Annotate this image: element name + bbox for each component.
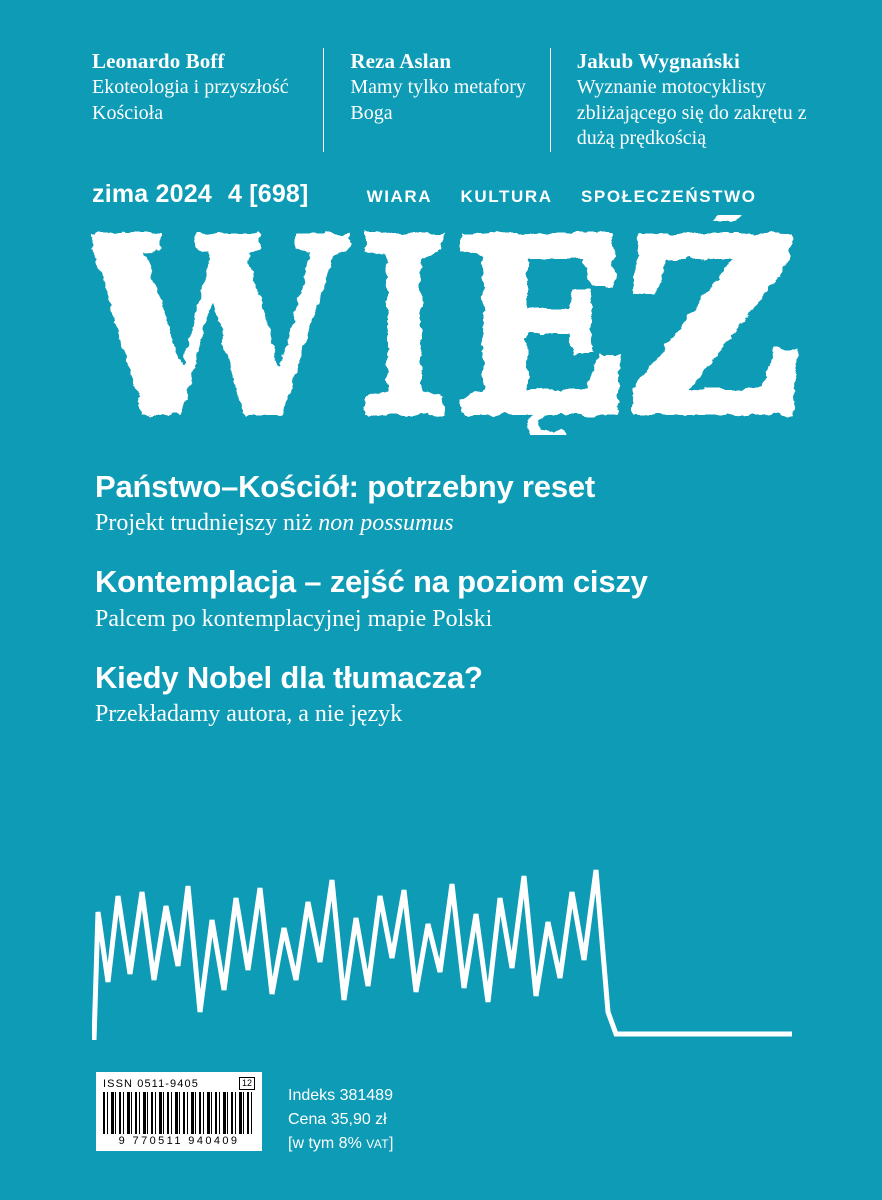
teaser-item [323,48,549,152]
headline-item [95,660,822,729]
ean-number: 9 770511 940409 [118,1135,240,1147]
vat-prefix: [w tym 8% [288,1135,367,1152]
waveform-icon [92,862,792,1052]
subhead-prefix: Projekt trudniejszy niż [95,510,319,537]
issue-tag: SPOŁECZEŃSTWO [580,186,757,206]
headline-item [95,469,822,538]
headline-list [0,435,882,729]
headline-subtitle: Przekładamy autora, a nie język [95,701,403,728]
issue-line [0,152,882,209]
vat-text [288,1132,393,1156]
issue-tag: KULTURA [460,186,553,206]
headline-title: Państwo–Kościół: potrzebny reset [95,468,596,504]
teaser-band [0,0,882,152]
barcode-addon: 12 [239,1077,255,1090]
teaser-title: Mamy tylko metafory Boga [350,76,526,124]
barcode [96,1072,262,1151]
barcode-bars [103,1092,255,1134]
waveform-graphic [92,862,792,1052]
headline-subtitle: Palcem po kontemplacyjnej mapie Polski [95,605,493,632]
teaser-author: Jakub Wygnański [576,49,740,73]
subhead-italic: non possumus [318,510,454,537]
masthead-logo-icon [80,215,826,435]
vat-label: VAT [366,1137,389,1151]
price-info [288,1072,393,1156]
headline-item [95,564,822,633]
issue-tag: WIARA [366,186,433,206]
teaser-title: Wyznanie motocyklisty zbliżającego się do zakrętu z dużą prędkością [576,76,807,150]
masthead [0,215,882,435]
issue-number: 4 [698] [227,179,309,208]
headline-subtitle [95,509,822,538]
teaser-author: Reza Aslan [350,49,452,73]
index-number: Indeks 381489 [288,1087,393,1104]
issue-date: zima 2024 [92,179,212,208]
teaser-title: Ekoteologia i przyszłość Kościoła [92,76,289,124]
teaser-item [550,48,842,152]
barcode-header [103,1078,255,1090]
cover-footer [96,1072,393,1156]
headline-title: Kontemplacja – zejść na poziom ciszy [95,564,648,600]
vat-suffix: ] [389,1135,394,1152]
teaser-author: Leonardo Boff [92,49,225,73]
teaser-item [92,48,323,152]
headline-title: Kiedy Nobel dla tłumacza? [95,659,483,695]
issn-text: ISSN 0511-9405 [103,1078,199,1090]
issue-tags [367,187,757,207]
price-text: Cena 35,90 zł [288,1111,387,1128]
